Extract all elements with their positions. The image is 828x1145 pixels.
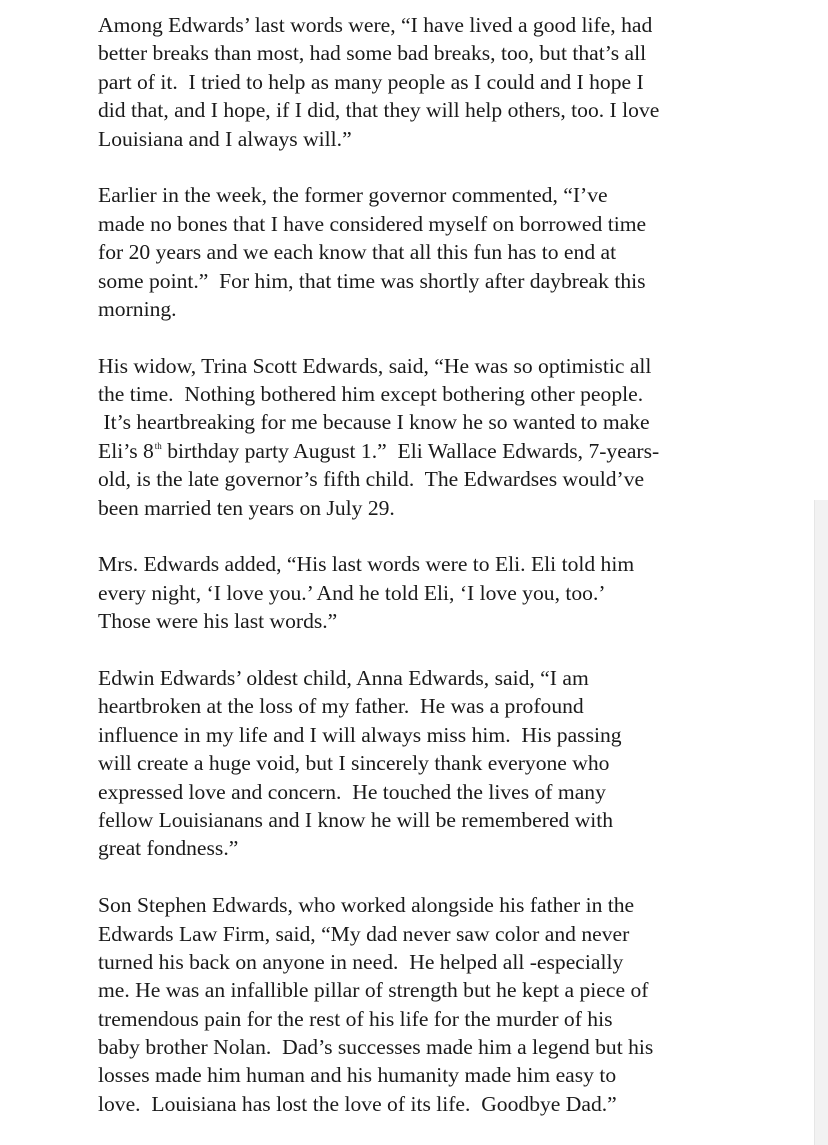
- text-line: old, is the late governor’s fifth child. The Edwardses would’ve: [98, 467, 645, 492]
- text-line: His widow, Trina Scott Edwards, said, “He was so optimistic all: [98, 353, 652, 378]
- text-line: losses made him human and his humanity made him easy to: [98, 1063, 617, 1088]
- text-line: influence in my life and I will always miss him. His passing: [98, 722, 622, 747]
- text-line: morning.: [98, 296, 177, 321]
- text-line: turned his back on anyone in need. He helped all -especially: [98, 949, 624, 974]
- paragraph: [98, 181, 738, 323]
- text-line: Louisiana and I always will.”: [98, 126, 352, 151]
- text-line: the time. Nothing bothered him except bothering other people.: [98, 382, 644, 407]
- text-line: tremendous pain for the rest of his life for the murder of his: [98, 1006, 613, 1031]
- ordinal-superscript: th: [154, 440, 162, 451]
- text-line: been married ten years on July 29.: [98, 495, 395, 520]
- text-line: [98, 437, 738, 465]
- vertical-scrollbar[interactable]: [814, 500, 828, 1145]
- text-line: baby brother Nolan. Dad’s successes made him a legend but his: [98, 1035, 654, 1060]
- text-line: Those were his last words.”: [98, 609, 338, 634]
- paragraph: [98, 11, 738, 153]
- text-line: will create a huge void, but I sincerely thank everyone who: [98, 751, 610, 776]
- text-line: Edwin Edwards’ oldest child, Anna Edwards, said, “I am: [98, 665, 589, 690]
- text-line: Mrs. Edwards added, “His last words were to Eli. Eli told him: [98, 552, 635, 577]
- text-line: It’s heartbreaking for me because I know he so wanted to make: [98, 410, 650, 435]
- paragraph-gap: [98, 153, 738, 181]
- text-line: better breaks than most, had some bad breaks, too, but that’s all: [98, 41, 647, 66]
- paragraph: [98, 664, 738, 863]
- paragraph: [98, 352, 738, 522]
- paragraph-gap: [98, 522, 738, 550]
- text-line: part of it. I tried to help as many people as I could and I hope I: [98, 69, 644, 94]
- text-line: heartbroken at the loss of my father. He was a profound: [98, 694, 584, 719]
- text-line: Earlier in the week, the former governor commented, “I’ve: [98, 183, 608, 208]
- paragraph: [98, 550, 738, 635]
- paragraph-gap: [98, 323, 738, 351]
- text-line: me. He was an infallible pillar of strength but he kept a piece of: [98, 978, 649, 1003]
- text-line: great fondness.”: [98, 836, 239, 861]
- text-line: expressed love and concern. He touched the lives of many: [98, 779, 606, 804]
- text-run: birthday party August 1.” Eli Wallace Edwards, 7-years-: [161, 438, 660, 463]
- text-line: love. Louisiana has lost the love of its life. Goodbye Dad.”: [98, 1091, 617, 1116]
- text-line: did that, and I hope, if I did, that they will help others, too. I love: [98, 98, 660, 123]
- text-line: Son Stephen Edwards, who worked alongside his father in the: [98, 893, 635, 918]
- paragraph-gap: [98, 863, 738, 891]
- text-line: fellow Louisianans and I know he will be remembered with: [98, 807, 614, 832]
- text-line: for 20 years and we each know that all this fun has to end at: [98, 240, 617, 265]
- text-line: Among Edwards’ last words were, “I have lived a good life, had: [98, 13, 653, 37]
- paragraph: [98, 891, 738, 1118]
- text-run: Eli’s 8: [98, 438, 154, 463]
- text-line: some point.” For him, that time was shortly after daybreak this: [98, 268, 646, 293]
- text-line: Edwards Law Firm, said, “My dad never saw color and never: [98, 921, 630, 946]
- paragraph-gap: [98, 636, 738, 664]
- text-line: every night, ‘I love you.’ And he told Eli, ‘I love you, too.’: [98, 580, 606, 605]
- document-body: [98, 11, 738, 1118]
- text-line: made no bones that I have considered myself on borrowed time: [98, 211, 647, 236]
